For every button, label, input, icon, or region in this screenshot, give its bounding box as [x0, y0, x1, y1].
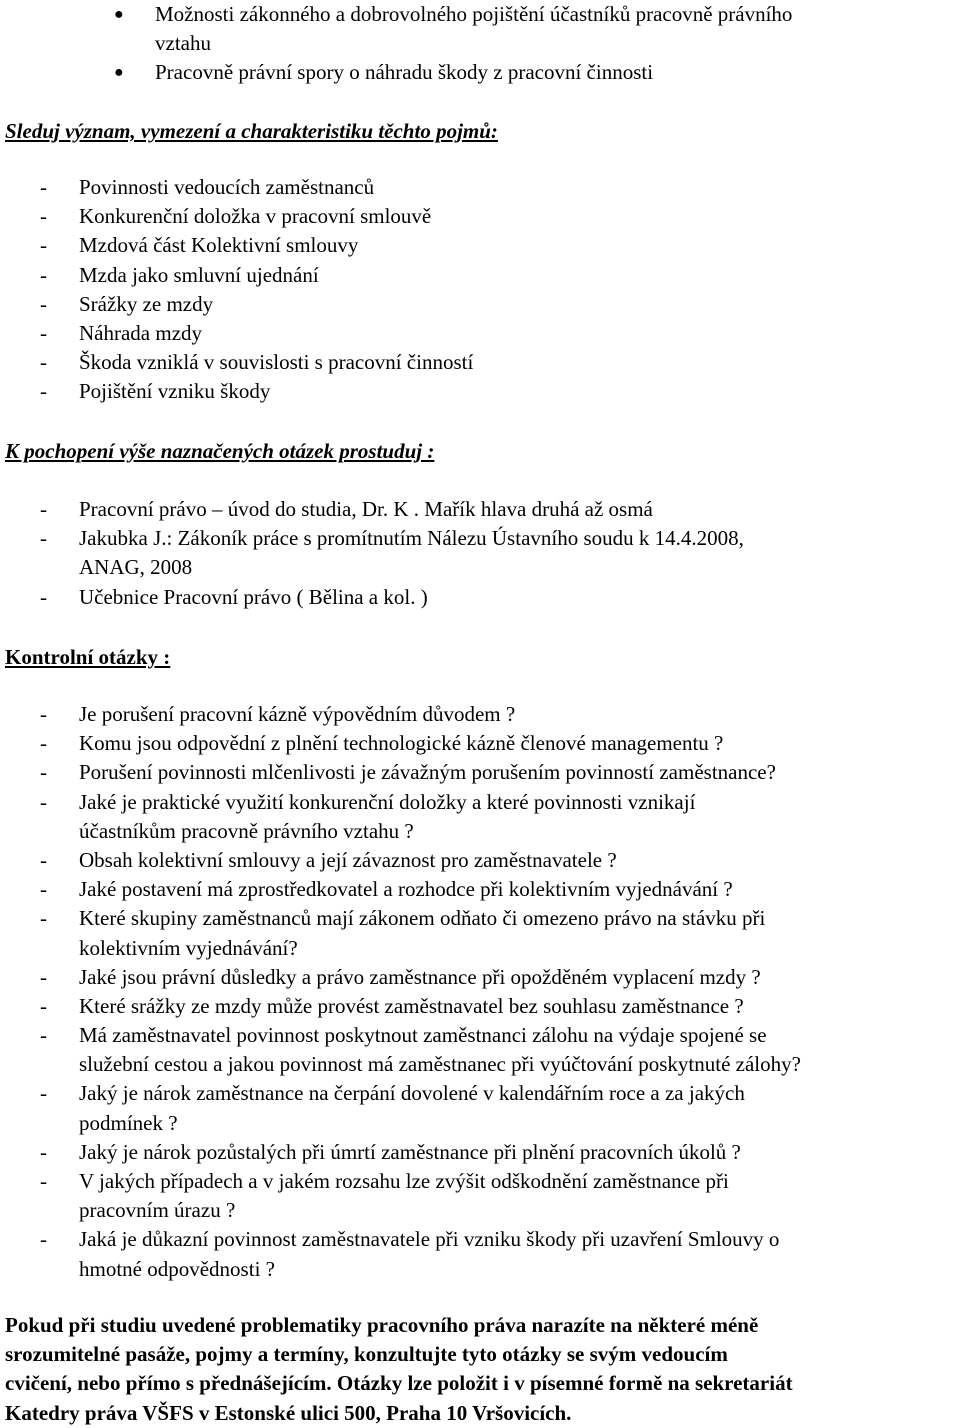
list-item: - Jaký je nárok zaměstnance na čerpání dovolené v kalendářním roce a za jakých [40, 1081, 745, 1106]
list-item-continuation: podmínek ? [79, 1110, 178, 1135]
bullet-line: ● Pracovně právní spory o náhradu škody z pracovní činnosti [0, 58, 960, 87]
list-item: - Jaký je nárok pozůstalých při úmrtí zaměstnance při plnění pracovních úkolů ? [40, 1139, 741, 1164]
bullet-icon: ● [114, 6, 124, 23]
list-item: - Jaké je praktické využití konkurenční doložky a které povinnosti vznikají [40, 789, 696, 814]
list-item: - Komu jsou odpovědní z plnění technologické kázně členové managementu ? [40, 731, 724, 756]
list-item: - Konkurenční doložka v pracovní smlouvě [40, 204, 432, 229]
bullet-list [0, 0, 960, 88]
list-item: - Jaké jsou právní důsledky a právo zaměstnance při opožděném vyplacení mzdy ? [40, 964, 761, 989]
notice-line: Katedry práva VŠFS v Estonské ulici 500, Praha 10 Vršovicích. [5, 1400, 572, 1425]
list-item: - Má zaměstnavatel povinnost poskytnout zaměstnanci zálohu na výdaje spojené se [40, 1023, 767, 1048]
list-item: - Porušení povinnosti mlčenlivosti je závažným porušením povinností zaměstnance? [40, 760, 776, 785]
section-heading-questions: Kontrolní otázky : [5, 645, 171, 669]
bullet-line: ● Možnosti zákonného a dobrovolného pojištění účastníků pracovně právního [0, 0, 960, 29]
list-item: - Srážky ze mzdy [40, 291, 214, 316]
list-item: - Náhrada mzdy [40, 320, 203, 345]
list-item: - Mzda jako smluvní ujednání [40, 262, 319, 287]
list-item: - Jaká je důkazní povinnost zaměstnavatele při vzniku škody při uzavření Smlouvy o [40, 1227, 780, 1252]
list-item: - Škoda vzniklá v souvislosti s pracovní činností [40, 350, 474, 375]
list-item-continuation: ANAG, 2008 [79, 555, 193, 580]
list-item: - Obsah kolektivní smlouvy a její závaznost pro zaměstnavatele ? [40, 847, 617, 872]
bullet-line: vztahu [155, 31, 211, 56]
list-item: - Mzdová část Kolektivní smlouvy [40, 233, 359, 258]
list-item: - Učebnice Pracovní právo ( Bělina a kol. ) [40, 584, 428, 609]
section-heading-study: K pochopení výše naznačených otázek prostuduj : [5, 439, 435, 463]
list-item: - V jakých případech a v jakém rozsahu lze zvýšit odškodnění zaměstnance při [40, 1169, 729, 1193]
notice-line: Pokud při studiu uvedené problematiky pracovního práva narazíte na některé méně [5, 1313, 759, 1337]
terms-list [0, 173, 960, 407]
list-item: - Pojištění vzniku škody [40, 379, 271, 404]
list-item: - Je porušení pracovní kázně výpovědním důvodem ? [40, 702, 516, 726]
bullet-icon: ● [114, 64, 124, 82]
list-item-continuation: hmotné odpovědnosti ? [79, 1256, 275, 1281]
list-item-continuation: pracovním úrazu ? [79, 1198, 236, 1223]
study-notice [0, 1311, 960, 1428]
notice-line: cvičení, nebo přímo s přednášejícím. Otázky lze položit i v písemné formě na sekretariát [5, 1371, 793, 1396]
study-list [0, 495, 960, 612]
list-item: - Jaké postavení má zprostředkovatel a rozhodce při kolektivním vyjednávání ? [40, 877, 733, 902]
list-item: - Které srážky ze mzdy může provést zaměstnavatel bez souhlasu zaměstnance ? [40, 993, 744, 1018]
list-item-continuation: účastníkům pracovně právního vztahu ? [79, 818, 414, 843]
list-item-continuation: kolektivním vyjednávání? [79, 935, 298, 960]
questions-list [0, 700, 960, 1284]
list-item: - Pracovní právo – úvod do studia, Dr. K . Mařík hlava druhá až osmá [40, 497, 653, 521]
list-item: - Jakubka J.: Zákoník práce s promítnutím Nálezu Ústavního soudu k 14.4.2008, [40, 526, 744, 551]
list-item-continuation: služební cestou a jakou povinnost má zaměstnanec při vyúčtování poskytnuté zálohy? [79, 1052, 801, 1077]
list-item: - Které skupiny zaměstnanců mají zákonem odňato či omezeno právo na stávku při [40, 906, 766, 931]
notice-line: srozumitelné pasáže, pojmy a termíny, konzultujte tyto otázky se svým vedoucím [5, 1342, 728, 1367]
list-item: - Povinnosti vedoucích zaměstnanců [40, 175, 375, 199]
section-heading-terms: Sleduj význam, vymezení a charakteristiku těchto pojmů: [5, 119, 498, 143]
